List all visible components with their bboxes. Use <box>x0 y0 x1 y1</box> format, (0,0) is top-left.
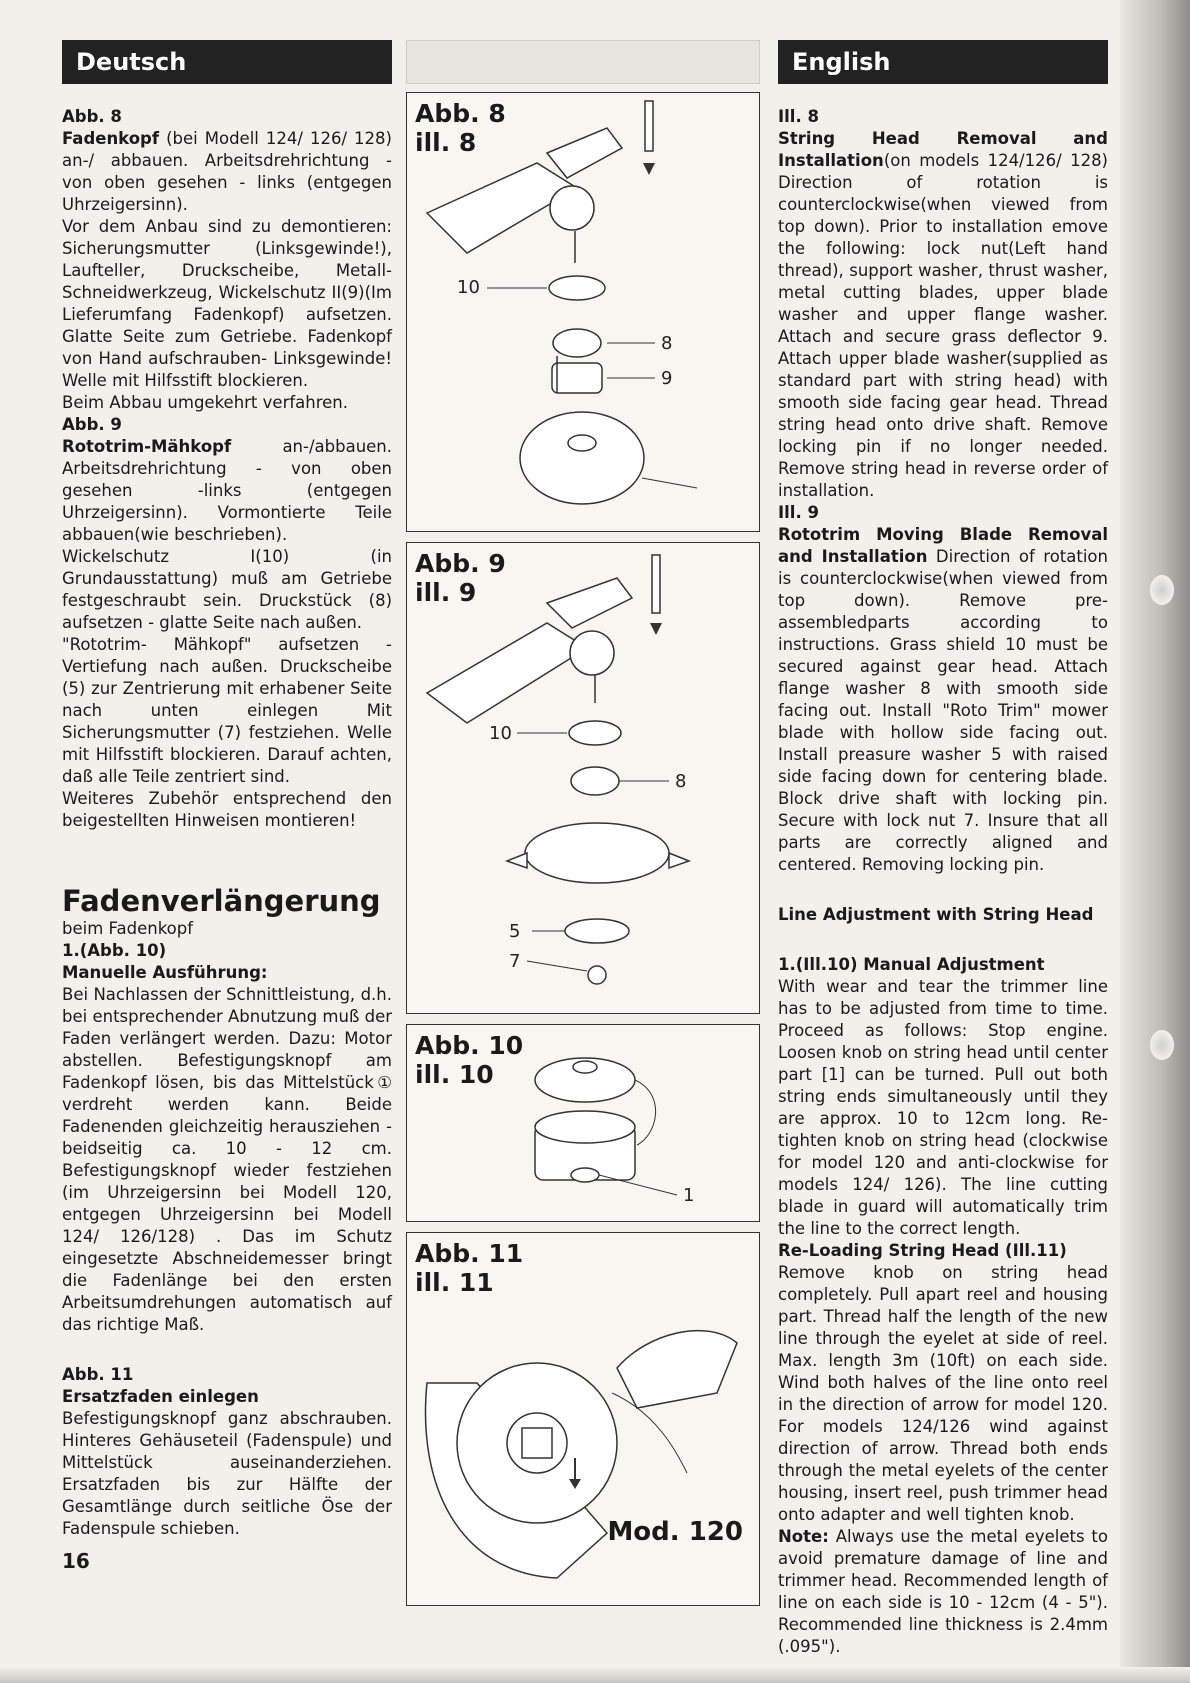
abb11-text: Befestigungsknopf ganz abschrauben. Hinteres Gehäuseteil (Fadenspule) und Mittelstück auseinanderziehen. Ersatzfaden bis zur Hälfte der Gesamtlänge durch seitliche Öse der Fadenspule schieben. <box>62 1409 392 1538</box>
callout-1: 1 <box>683 1185 695 1206</box>
gear-head-top <box>547 578 632 628</box>
abb11-subtitle: Ersatzfaden einlegen <box>62 1387 259 1406</box>
string-head <box>520 412 644 504</box>
figure-11-label-de: Abb. 11 <box>415 1239 524 1268</box>
blade-tip <box>669 853 689 868</box>
abb10-subtitle: Manuelle Ausführung: <box>62 963 268 982</box>
note-label: Note: <box>778 1527 829 1546</box>
ill11-title: Re-Loading String Head (Ill.11) <box>778 1241 1067 1260</box>
page-number: 16 <box>62 1549 90 1573</box>
figure-8-label-de: Abb. 8 <box>415 99 506 128</box>
abb9-line: "Rototrim- Mähkopf" aufsetzen - Vertiefung nach außen. Druckscheibe (5) zur Zentrierung mit erhabener Seite nach unten einlegen Mit Sicherungsmutter (7) festziehen. Welle mit Hilfsstift blockieren. Darauf achten, daß alle Teile zentriert sind. <box>62 635 392 786</box>
hand-fingers <box>617 1331 737 1408</box>
figure-9-label-en: ill. 9 <box>415 578 477 607</box>
ill11-text: Remove knob on string head completely. Pull apart reel and housing part. Thread half the length of the new line through the eyelet at side of reel. Max. length 3m (10ft) on each side. Wind both halves of the line onto reel in the direction of arrow for model 120. For models 124/126 wind against direction of arrow. Thread both ends through the metal eyelets of the center housing, insert reel, push trimmer head onto adapter and well tighten knob. <box>778 1263 1108 1524</box>
string-head-knob <box>568 435 596 451</box>
figure-9-label-de: Abb. 9 <box>415 549 506 578</box>
german-banner: Deutsch <box>62 40 392 84</box>
washer-10 <box>569 721 621 745</box>
figure-8-drawing <box>407 93 761 531</box>
abb9-bold: Rototrim-Mähkopf <box>62 437 232 456</box>
figure-8-label-en: ill. 8 <box>415 128 477 157</box>
gear-head-top <box>547 128 622 178</box>
note-text: Always use the metal eyelets to avoid premature damage of line and trimmer head. Recommended length of line on each side is 10 - 12cm (4 - 5"). Recommended line thickness is 2.4mm (.095"). <box>778 1527 1108 1656</box>
locking-pin <box>652 555 660 613</box>
figure-8-label <box>415 99 506 157</box>
german-column <box>62 40 392 1572</box>
abb9-title: Abb. 9 <box>62 415 122 434</box>
locking-pin <box>645 101 653 151</box>
ill9-paragraph <box>778 524 1108 876</box>
flange-8 <box>553 329 601 357</box>
english-banner: English <box>778 40 1108 84</box>
scan-mark <box>1150 1030 1174 1060</box>
figure-9-label <box>415 549 506 607</box>
abb11-title: Abb. 11 <box>62 1365 134 1384</box>
housing-rim <box>535 1111 635 1143</box>
gear-head-hub <box>570 631 614 675</box>
figure-10-label-de: Abb. 10 <box>415 1031 524 1060</box>
line-adjustment-heading: Line Adjustment with String Head <box>778 905 1094 924</box>
blade-tip <box>507 853 527 868</box>
figure-8-panel <box>406 92 760 532</box>
scan-edge-shadow <box>1120 0 1190 1683</box>
abb9-paragraph <box>62 436 392 546</box>
callout-line <box>599 1175 677 1195</box>
abb8-line: Beim Abbau umgekehrt verfahren. <box>62 393 349 412</box>
abb9-line: Wickelschutz I(10) (in Grundausstattung) muß am Getriebe festgeschraubt sein. Druckstück (8) aufsetzen - glatte Seite nach außen. <box>62 547 392 632</box>
washer-10 <box>549 276 605 300</box>
deflector-9 <box>552 363 602 393</box>
abb9-line: an-/abbauen. Arbeitsdrehrichtung - von oben gesehen -links (entgegen Uhrzeigersinn). Vormontierte Teile abbauen(wie beschrieben). <box>62 437 392 544</box>
figure-11-panel <box>406 1232 760 1606</box>
down-arrow-icon <box>650 623 662 635</box>
knob <box>573 1061 597 1073</box>
gear-head-hub <box>550 186 594 230</box>
ill8-bold: String Head Removal and Installation <box>778 129 1108 170</box>
english-column <box>778 40 1108 1658</box>
faden-subheading: beim Fadenkopf <box>62 919 194 938</box>
abb10-title: 1.(Abb. 10) <box>62 941 167 960</box>
hub-hex <box>522 1428 552 1458</box>
figure-10-label-en: ill. 10 <box>415 1060 494 1089</box>
ill10-title: 1.(Ill.10) Manual Adjustment <box>778 955 1045 974</box>
lock-nut-7 <box>588 966 606 984</box>
ill9-bold: Rototrim Moving Blade Removal and Installation <box>778 525 1108 566</box>
abb8-paragraph <box>62 128 392 216</box>
model-label: Mod. 120 <box>607 1517 743 1547</box>
note-paragraph <box>778 1526 1108 1658</box>
abb8-line: Vor dem Anbau sind zu demontieren: Sicherungsmutter (Linksgewinde!), Laufteller, Druckscheibe, Metall- Schneidwerkzeug, Wickelschutz II(9)(Im Lieferumfang Fadenkopf) aufsetzen. Glatte Seite zum Getriebe. Fadenkopf von Hand aufschrauben- Linksgewinde! Welle mit Hilfsstift blockieren. <box>62 217 392 390</box>
down-arrow-icon <box>643 163 655 175</box>
abb8-line: (bei Modell 124/ 126/ 128) an-/ abbauen. Arbeitsdrehrichtung - von oben gesehen - links (entgegen Uhrzeigersinn). <box>62 129 392 214</box>
trimmer-line <box>642 478 697 488</box>
figure-9-panel <box>406 542 760 1014</box>
abb8-title: Abb. 8 <box>62 107 122 126</box>
scan-bottom-edge <box>0 1667 1190 1683</box>
flange-8 <box>571 767 619 795</box>
ill10-text: With wear and tear the trimmer line has to be adjusted from time to time. Proceed as follows: Stop engine. Loosen knob on string head until center part [1] can be turned. Pull out both string ends simultaneously until they are approx. 10 to 12cm long. Re-tighten knob on string head (clockwise for model 120 and anti-clockwise for models 124/ 126). The line cutting blade in guard will automatically trim the line to the correct length. <box>778 977 1108 1238</box>
pressure-washer-5 <box>565 919 629 943</box>
ill8-paragraph <box>778 128 1108 502</box>
abb9-line: Weiteres Zubehör entsprechend den beigestellten Hinweisen montieren! <box>62 789 392 830</box>
scan-mark <box>1150 575 1174 605</box>
figure-9-drawing <box>407 543 761 1013</box>
abb8-bold: Fadenkopf <box>62 129 160 148</box>
callout-9: 9 <box>661 368 673 389</box>
callout-line <box>527 961 587 971</box>
callout-7: 7 <box>509 951 521 972</box>
faden-heading: Fadenverlängerung <box>62 884 381 918</box>
ill9-title: Ill. 9 <box>778 503 819 522</box>
figure-11-label <box>415 1239 523 1297</box>
callout-10: 10 <box>489 723 512 744</box>
bleed-through-band <box>406 40 760 84</box>
ill8-title: Ill. 8 <box>778 107 819 126</box>
callout-5: 5 <box>509 921 521 942</box>
callout-8: 8 <box>661 333 673 354</box>
callout-10: 10 <box>457 277 480 298</box>
callout-8: 8 <box>675 771 687 792</box>
figure-10-panel <box>406 1024 760 1222</box>
figure-column <box>406 40 760 1616</box>
rototrim-blade <box>525 823 669 883</box>
trimmer-line <box>635 1080 656 1145</box>
gear-shaft-housing <box>427 623 587 723</box>
ill9-text: Direction of rotation is counterclockwise(when viewed from top down). Remove pre-assembledparts according to instructions. Grass shield 10 must be secured against gear head. Attach flange washer 8 with smooth side facing out. Install "Roto Trim" mower blade with hollow side facing out. Install preasure washer 5 with raised side facing down for centering blade. Block drive shaft with locking pin. Secure with lock nut 7. Insure that all parts are correctly aligned and centered. Removing locking pin. <box>778 547 1108 874</box>
abb10-text: Bei Nachlassen der Schnittleistung, d.h. bei entsprechender Abnutzung muß der Faden verlängert werden. Dazu: Motor abstellen. Befestigungsknopf am Fadenkopf lösen, bis das Mittelstück① verdreht werden kann. Beide Fadenenden gleichzeitig herausziehen - beidseitig ca. 10 - 12 cm. Befestigungsknopf wieder festziehen (im Uhrzeigersinn bei Modell 120, entgegen Uhrzeigersinn bei Modell 124/ 126/128) . Das im Schutz eingesetzte Abschneidemesser bringt die Fadenlänge bei den ersten Arbeitsumdrehungen automatisch auf das richtige Maß. <box>62 985 392 1334</box>
figure-11-label-en: ill. 11 <box>415 1268 494 1297</box>
ill8-text: (on models 124/126/ 128) Direction of rotation is counterclockwise(when viewed from top down). Prior to installation emove the following: lock nut(Left hand thread), support washer, thrust washer, metal cutting blades, upper blade washer and upper flange washer. Attach and secure grass deflector 9. Attach upper blade washer(supplied as standard part with string head) with smooth side facing gear head. Thread string head onto drive shaft. Remove locking pin if no longer needed. Remove string head in reverse order of installation. <box>778 151 1108 500</box>
figure-10-label <box>415 1031 523 1089</box>
center-part-1 <box>571 1168 599 1182</box>
